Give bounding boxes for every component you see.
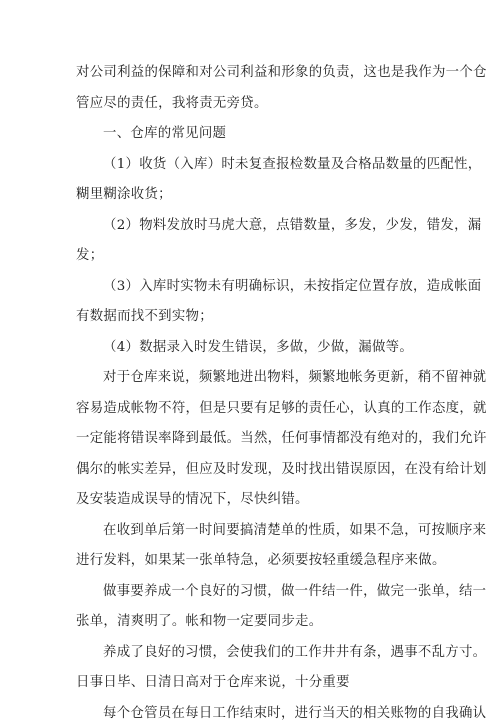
text-line: 养成了良好的习惯，会使我们的工作井井有条，遇事不乱方寸。: [103, 645, 487, 660]
text-line: 偶尔的帐实差异，但应及时发现，及时找出错误原因，在没有给计划: [76, 462, 487, 477]
text-line: 对公司利益的保障和对公司利益和形象的负责，这也是我作为一个仓: [76, 65, 487, 80]
text-line: 进行发料，如果某一张单特急，必须要按轻重缓急程序来做。: [76, 553, 446, 568]
text-line: 张单，清爽明了。帐和物一定要同步走。: [76, 614, 323, 629]
text-line: 发；: [76, 248, 104, 263]
text-line: （3）入库时实物未有明确标识，未按指定位置存放，造成帐面: [103, 279, 482, 294]
text-line: （2）物料发放时马虎大意，点错数量，多发，少发，错发，漏: [103, 218, 482, 233]
text-line: 对于仓库来说，频繁地进出物料，频繁地帐务更新，稍不留神就: [103, 370, 487, 385]
text-line: 在收到单后第一时间要搞清楚单的性质，如果不急，可按顺序来: [103, 523, 487, 538]
text-line: （1）收货（入库）时未复查报检数量及合格品数量的匹配性，: [103, 157, 482, 172]
text-line: 及安装造成误导的情况下，尽快纠错。: [76, 492, 309, 507]
text-line: 日事日毕、日清日高对于仓库来说，十分重要: [76, 675, 350, 690]
text-line: 管应尽的责任，我将责无旁贷。: [76, 96, 268, 111]
text-line: 每个仓管员在每日工作结束时，进行当天的相关账物的自我确认: [103, 706, 487, 721]
section-heading: 一、仓库的常见问题: [103, 126, 227, 141]
text-line: 有数据而找不到实物；: [76, 309, 213, 324]
text-line: 容易造成帐物不符，但是只要有足够的责任心，认真的工作态度，就: [76, 401, 487, 416]
text-line: 做事要养成一个良好的习惯，做一件结一件，做完一张单，结一: [103, 584, 487, 599]
text-line: 一定能将错误率降到最低。当然，任何事情都没有绝对的，我们允许: [76, 431, 487, 446]
text-line: （4）数据录入时发生错误，多做，少做，漏做等。: [103, 340, 414, 355]
text-line: 糊里糊涂收货；: [76, 187, 172, 202]
